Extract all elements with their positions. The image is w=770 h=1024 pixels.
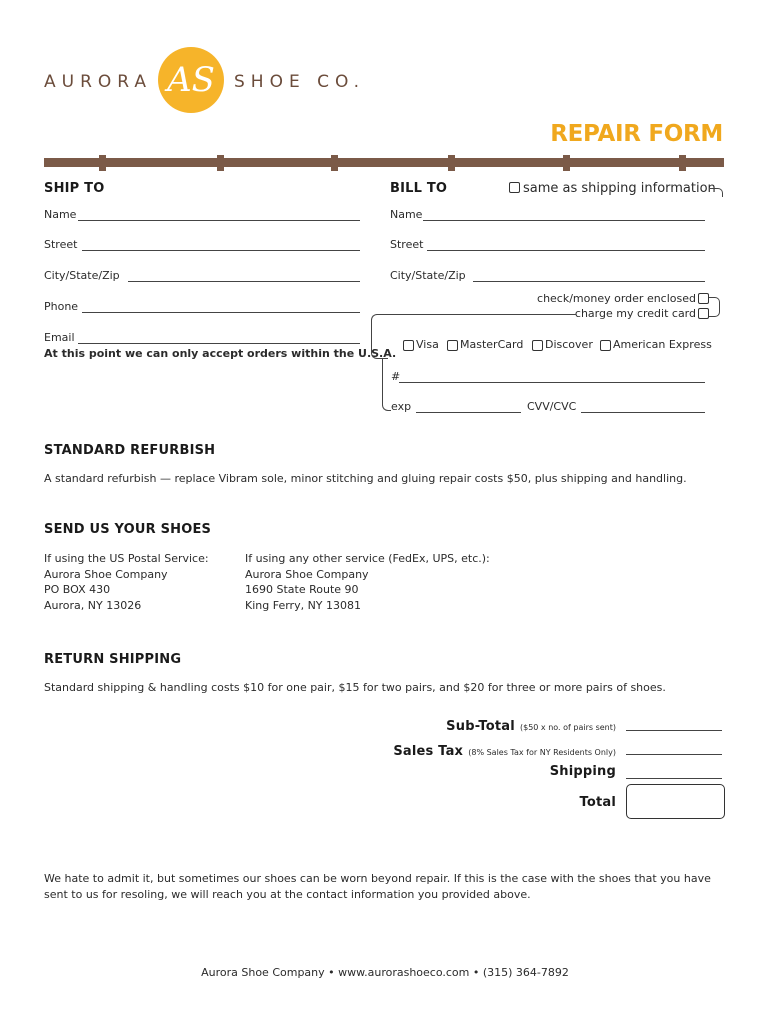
usps-address-line: PO BOX 430 — [44, 583, 111, 596]
divider-post — [99, 155, 106, 171]
send-shoes-heading: SEND US YOUR SHOES — [44, 522, 212, 537]
ship-to-heading: SHIP TO — [44, 181, 105, 196]
american-express-label: American Express — [613, 338, 712, 351]
divider-post — [331, 155, 338, 171]
card-number-field[interactable] — [399, 382, 705, 383]
divider-post — [448, 155, 455, 171]
usps-address-line: Aurora, NY 13026 — [44, 599, 142, 612]
total-label: Total — [579, 795, 616, 810]
logo-monogram: AS — [167, 60, 215, 100]
discover-label: Discover — [545, 338, 593, 351]
credit-card-line — [378, 314, 576, 315]
divider-rail — [44, 158, 724, 167]
other-address-line: 1690 State Route 90 — [245, 583, 359, 596]
credit-card-label: charge my credit card — [574, 307, 696, 320]
ship-phone-label: Phone — [44, 300, 79, 313]
footer-contact: Aurora Shoe Company • www.aurorashoeco.com • (315) 364-7892 — [201, 966, 569, 979]
credit-card-checkbox[interactable] — [698, 308, 709, 319]
other-address-line: Aurora Shoe Company — [245, 568, 369, 581]
subtotal-note: ($50 x no. of pairs sent) — [520, 723, 616, 732]
bill-to-heading: BILL TO — [390, 181, 448, 196]
subtotal-label: Sub-Total — [446, 719, 515, 734]
subtotal-field[interactable] — [626, 730, 722, 731]
ship-street-field[interactable] — [82, 250, 360, 251]
logo-circle — [158, 47, 224, 113]
standard-refurbish-heading: STANDARD REFURBISH — [44, 443, 216, 458]
total-field[interactable] — [626, 784, 725, 819]
ship-csz-label: City/State/Zip — [44, 269, 120, 282]
subtotal-row — [446, 715, 616, 734]
logo-left-word: AURORA — [44, 72, 153, 92]
standard-refurbish-text: A standard refurbish — replace Vibram sole, minor stitching and gluing repair costs $50, plus shipping and handling. — [44, 472, 687, 485]
ship-email-label: Email — [44, 331, 75, 344]
other-address-line: If using any other service (FedEx, UPS, etc.): — [245, 552, 490, 565]
bill-csz-label: City/State/Zip — [390, 269, 466, 282]
bill-csz-field[interactable] — [473, 281, 705, 282]
exp-field[interactable] — [416, 412, 521, 413]
logo-right-word: SHOE CO. — [234, 72, 366, 92]
card-brace — [371, 314, 380, 349]
ship-csz-field[interactable] — [128, 281, 360, 282]
mastercard-checkbox[interactable] — [447, 340, 458, 351]
same-as-shipping-label: same as shipping information — [523, 181, 716, 196]
sales-tax-note: (8% Sales Tax for NY Residents Only) — [468, 748, 616, 757]
payment-connector — [709, 297, 720, 317]
bill-name-field[interactable] — [423, 220, 705, 221]
exp-label: exp — [391, 400, 412, 413]
shipping-field[interactable] — [626, 778, 722, 779]
mastercard-label: MasterCard — [460, 338, 524, 351]
divider-post — [679, 155, 686, 171]
return-shipping-heading: RETURN SHIPPING — [44, 652, 182, 667]
form-title: REPAIR FORM — [550, 121, 723, 147]
check-money-order-checkbox[interactable] — [698, 293, 709, 304]
bill-name-label: Name — [390, 208, 423, 221]
visa-label: Visa — [416, 338, 439, 351]
closing-note: We hate to admit it, but sometimes our shoes can be worn beyond repair. If this is the case with the shoes that you have sent to us for resoling, we will reach you at the contact information you provided above. — [44, 872, 711, 901]
ship-name-field[interactable] — [78, 220, 360, 221]
card-brace-lower — [382, 358, 391, 411]
sales-tax-label: Sales Tax — [393, 744, 464, 759]
ship-name-label: Name — [44, 208, 77, 221]
ship-street-label: Street — [44, 238, 78, 251]
same-as-connector — [710, 188, 723, 197]
ship-phone-field[interactable] — [82, 312, 360, 313]
sales-tax-field[interactable] — [626, 754, 722, 755]
divider-post — [563, 155, 570, 171]
bill-street-label: Street — [390, 238, 424, 251]
cvv-label: CVV/CVC — [527, 400, 577, 413]
shipping-label: Shipping — [549, 764, 616, 779]
other-address-line: King Ferry, NY 13081 — [245, 599, 362, 612]
usps-address-line: If using the US Postal Service: — [44, 552, 209, 565]
usps-address-line: Aurora Shoe Company — [44, 568, 168, 581]
divider-post — [217, 155, 224, 171]
bill-street-field[interactable] — [427, 250, 705, 251]
visa-checkbox[interactable] — [403, 340, 414, 351]
cvv-field[interactable] — [581, 412, 705, 413]
same-as-shipping-checkbox[interactable] — [509, 182, 520, 193]
ship-to-note: At this point we can only accept orders within the U.S.A. — [44, 347, 397, 360]
return-shipping-text: Standard shipping & handling costs $10 for one pair, $15 for two pairs, and $20 for three or more pairs of shoes. — [44, 681, 666, 694]
sales-tax-row — [393, 740, 616, 759]
american-express-checkbox[interactable] — [600, 340, 611, 351]
check-money-order-label: check/money order enclosed — [537, 292, 696, 305]
discover-checkbox[interactable] — [532, 340, 543, 351]
card-number-label: # — [391, 370, 401, 383]
ship-email-field[interactable] — [78, 343, 360, 344]
